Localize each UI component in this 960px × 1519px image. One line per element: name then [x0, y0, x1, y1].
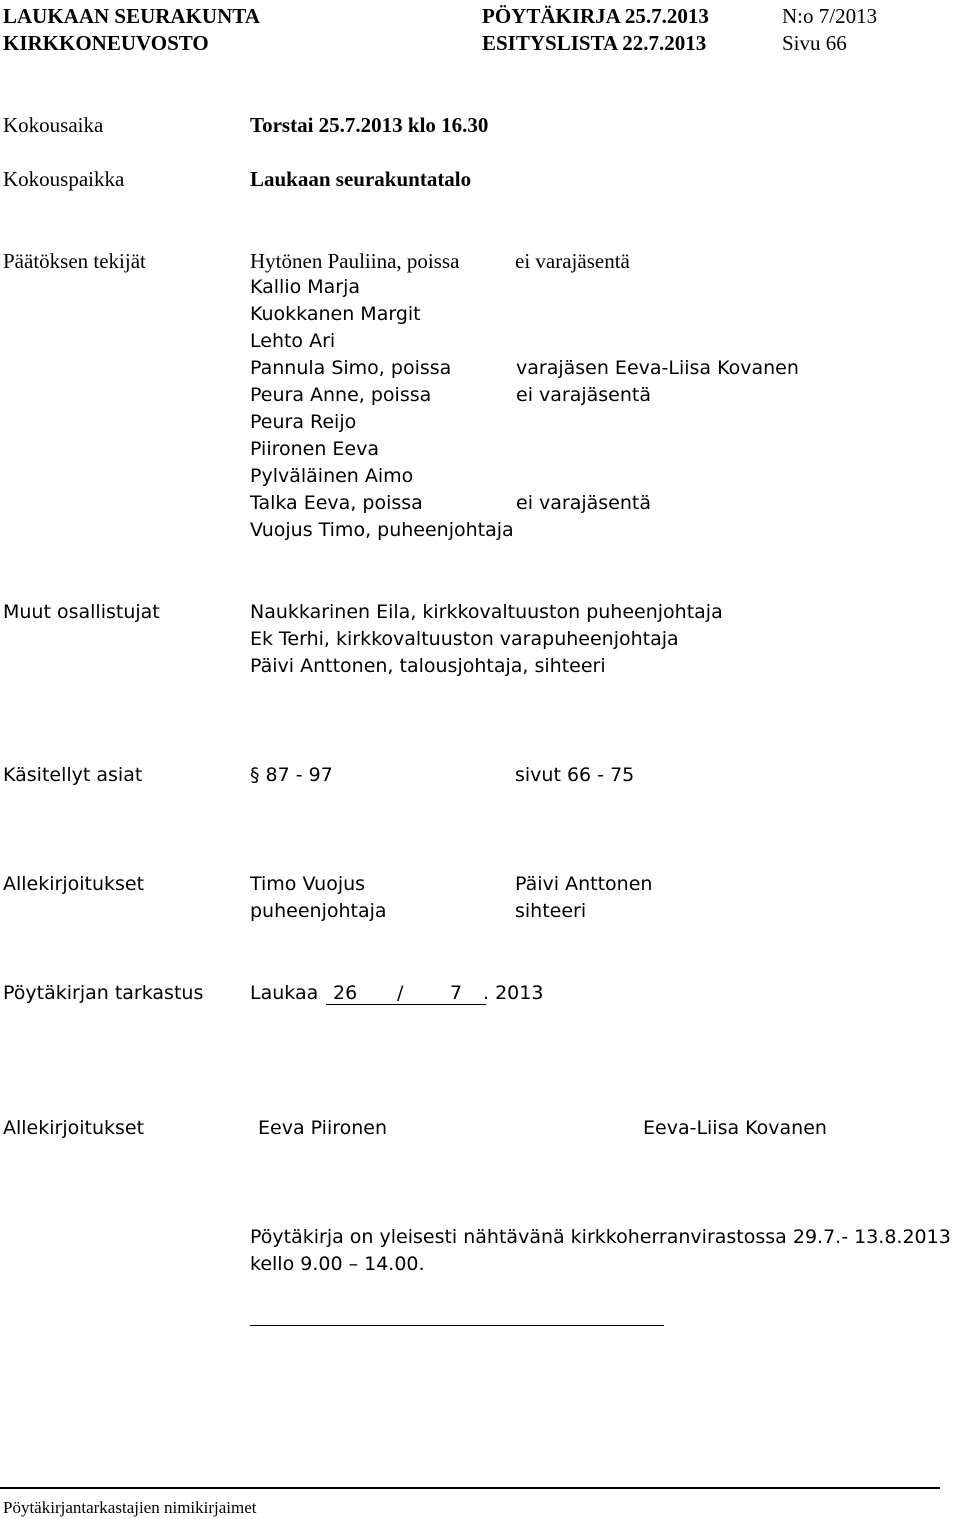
member-name: Lehto Ari — [250, 330, 336, 352]
meeting-time-label: Kokousaika — [3, 113, 104, 137]
header-org: LAUKAAN SEURAKUNTA — [3, 4, 260, 28]
meeting-place-value: Laukaan seurakuntatalo — [250, 167, 472, 191]
participant: Ek Terhi, kirkkovaltuuston varapuheenjohtaja — [250, 628, 679, 650]
chair-role: puheenjohtaja — [250, 900, 387, 922]
inspection-day: 26 — [333, 982, 358, 1004]
meeting-place-label: Kokouspaikka — [3, 167, 125, 191]
participant: Naukkarinen Eila, kirkkovaltuuston puheenjohtaja — [250, 601, 723, 623]
member-note: varajäsen Eeva-Liisa Kovanen — [516, 357, 799, 379]
secretary-role: sihteeri — [515, 900, 587, 922]
member-name: Vuojus Timo, puheenjohtaja — [250, 519, 514, 541]
inspection-place: Laukaa — [250, 982, 319, 1004]
member-note: ei varajäsentä — [515, 249, 630, 273]
inspection-label: Pöytäkirjan tarkastus — [3, 982, 204, 1004]
signatures-label: Allekirjoitukset — [3, 873, 145, 895]
member-name: Pannula Simo, poissa — [250, 357, 452, 379]
member-note: ei varajäsentä — [516, 384, 651, 406]
others-label: Muut osallistujat — [3, 601, 160, 623]
member-name: Peura Reijo — [250, 411, 357, 433]
inspection-month: 7 — [450, 982, 463, 1004]
matters-sections: § 87 - 97 — [250, 764, 333, 786]
matters-pages: sivut 66 - 75 — [515, 764, 635, 786]
decision-makers-label: Päätöksen tekijät — [3, 249, 146, 273]
inspector-1-name: Eeva Piironen — [258, 1117, 388, 1139]
inspection-year: . 2013 — [483, 982, 544, 1004]
date-underline — [326, 1004, 486, 1005]
member-name: Piironen Eeva — [250, 438, 380, 460]
matters-label: Käsitellyt asiat — [3, 764, 143, 786]
signature-line — [250, 1325, 664, 1326]
member-name: Kuokkanen Margit — [250, 303, 421, 325]
member-name: Pylväläinen Aimo — [250, 465, 414, 487]
header-agenda: ESITYSLISTA 22.7.2013 — [482, 31, 707, 55]
header-body: KIRKKONEUVOSTO — [3, 31, 209, 55]
member-name: Hytönen Pauliina, poissa — [250, 249, 460, 273]
footer-rule — [0, 1487, 940, 1489]
notice-line-2: kello 9.00 – 14.00. — [250, 1253, 425, 1275]
meeting-time-value: Torstai 25.7.2013 klo 16.30 — [250, 113, 489, 137]
header-page: Sivu 66 — [782, 31, 847, 55]
chair-name: Timo Vuojus — [250, 873, 366, 895]
header-number: N:o 7/2013 — [782, 4, 878, 28]
footer-label: Pöytäkirjantarkastajien nimikirjaimet — [3, 1498, 257, 1517]
header-doc-type: PÖYTÄKIRJA 25.7.2013 — [482, 4, 709, 28]
inspector-signatures-label: Allekirjoitukset — [3, 1117, 145, 1139]
member-note: ei varajäsentä — [516, 492, 651, 514]
notice-line-1: Pöytäkirja on yleisesti nähtävänä kirkkoherranvirastossa 29.7.- 13.8.2013 — [250, 1226, 951, 1248]
secretary-name: Päivi Anttonen — [515, 873, 653, 895]
participant: Päivi Anttonen, talousjohtaja, sihteeri — [250, 655, 606, 677]
member-name: Talka Eeva, poissa — [250, 492, 423, 514]
member-name: Kallio Marja — [250, 276, 361, 298]
member-name: Peura Anne, poissa — [250, 384, 432, 406]
inspector-2-name: Eeva-Liisa Kovanen — [643, 1117, 827, 1139]
inspection-slash: / — [397, 982, 404, 1004]
